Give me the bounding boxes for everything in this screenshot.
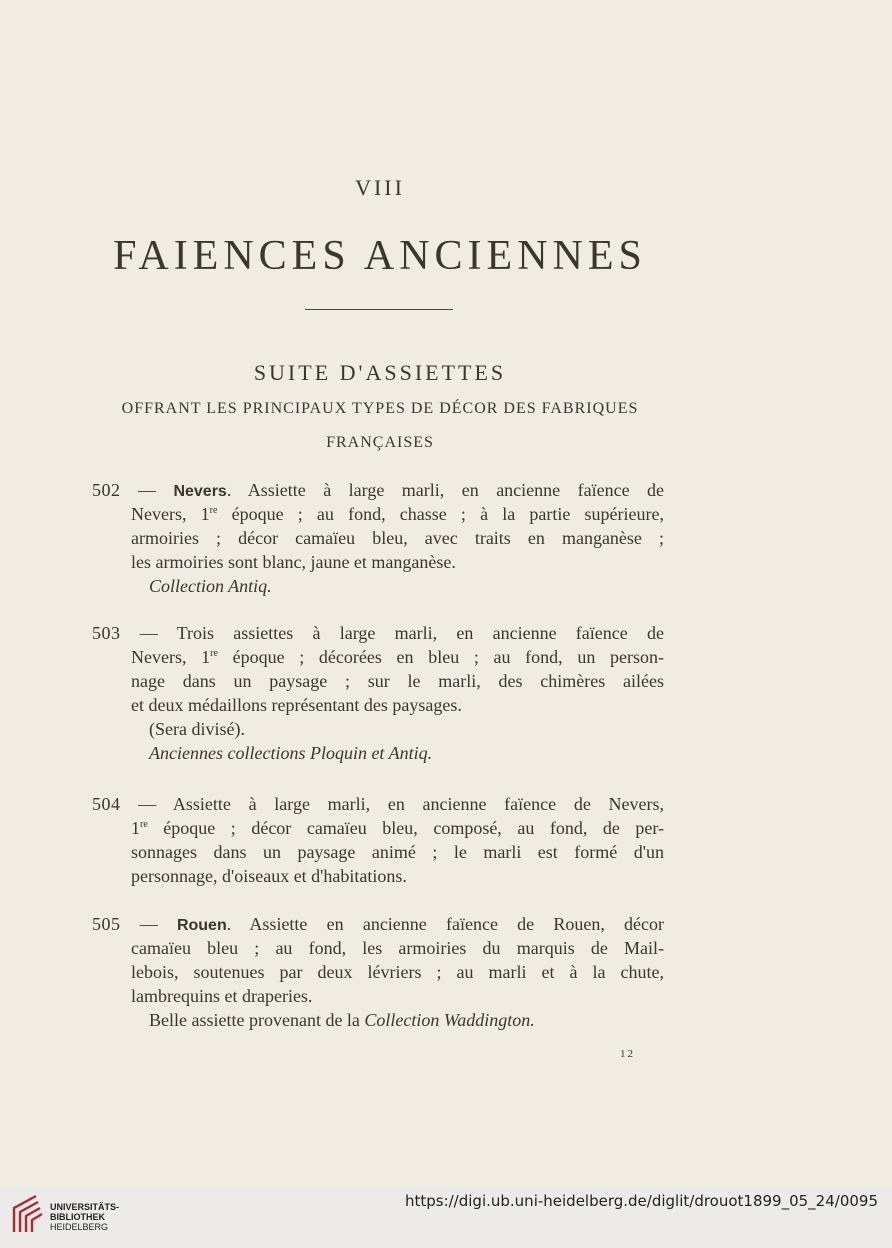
entry-collection: Collection Waddington. [364, 1010, 535, 1030]
catalog-entry-502 [92, 478, 664, 598]
page-number: 12 [620, 1048, 635, 1060]
title-divider [305, 309, 453, 310]
entry-text: — Trois assiettes à large marli, en ancienne faïence de [139, 623, 664, 643]
entry-line: les armoiries sont blanc, jaune et manganèse. [131, 552, 456, 572]
entry-collection: Collection Antiq. [149, 576, 272, 596]
section-number: VIII [355, 175, 405, 200]
entry-line: nage dans un paysage ; sur le marli, des chimères ailées [131, 671, 664, 691]
entry-note [92, 1008, 664, 1032]
entry-dash: — [139, 914, 158, 934]
subtitle-line-1: OFFRANT LES PRINCIPAUX TYPES DE DÉCOR DES FABRIQUES [121, 400, 639, 417]
entry-place: Nevers [173, 483, 227, 500]
entry-line: et deux médaillons représentant des paysages. [131, 695, 462, 715]
entry-place: Rouen [176, 917, 227, 934]
entry-number: 503 [92, 623, 121, 643]
catalog-entry-505 [92, 912, 664, 1032]
entry-line: lebois, soutenues par deux lévriers ; au marli et à la chute, [131, 962, 664, 982]
library-name-line: BIBLIOTHEK [50, 1212, 105, 1222]
entry-line: personnage, d'oiseaux et d'habitations. [131, 866, 407, 886]
entry-line [92, 478, 664, 502]
entry-text: époque ; au fond, chasse ; à la partie supérieure, [217, 504, 664, 524]
entry-text: Belle assiette provenant de la [149, 1010, 365, 1030]
entry-line [92, 816, 664, 840]
catalog-entry-504 [92, 792, 664, 888]
library-name-line: UNIVERSITÄTS- [50, 1202, 120, 1212]
superscript: re [209, 505, 218, 516]
entry-line: sonnages dans un paysage animé ; le marli est formé d'un [131, 842, 664, 862]
entry-text: — Assiette à large marli, en ancienne faïence de Nevers, [138, 794, 664, 814]
subtitle-line-2: FRANÇAISES [326, 434, 434, 451]
entry-number: 505 [92, 914, 121, 934]
entry-text: 1 [131, 818, 140, 838]
entry-line [92, 645, 664, 669]
library-name[interactable] [50, 1202, 119, 1232]
entry-number: 504 [92, 794, 121, 814]
entry-text: . Assiette à large marli, en ancienne faïence de [226, 480, 665, 500]
entry-collection: Anciennes collections Ploquin et Antiq. [149, 743, 433, 763]
page-title: FAIENCES ANCIENNES [113, 233, 647, 279]
entry-line [92, 912, 664, 936]
entry-line: armoiries ; décor camaïeu bleu, avec traits en manganèse ; [131, 528, 664, 548]
permalink-url[interactable]: https://digi.ub.uni-heidelberg.de/diglit/drouot1899_05_24/0095 [404, 1192, 878, 1210]
entry-text: Nevers, 1 [131, 647, 211, 667]
entry-text: époque ; décorées en bleu ; au fond, un person- [217, 647, 664, 667]
entry-line [92, 621, 664, 645]
entry-text: Nevers, 1 [131, 504, 210, 524]
superscript: re [210, 648, 218, 659]
entry-line: camaïeu bleu ; au fond, les armoiries du marquis de Mail- [131, 938, 664, 958]
superscript: re [140, 819, 148, 830]
entry-line: lambrequins et draperies. [131, 986, 313, 1006]
entry-number: 502 [92, 480, 121, 500]
entry-line [92, 792, 664, 816]
library-logo-icon[interactable] [10, 1192, 44, 1236]
entry-line [92, 502, 664, 526]
entry-dash: — [137, 480, 156, 500]
entry-text: . Assiette en ancienne faïence de Rouen, décor [226, 914, 665, 934]
entry-note: (Sera divisé). [149, 719, 245, 739]
catalog-entry-503 [92, 621, 664, 765]
section-subtitle: SUITE D'ASSIETTES [253, 360, 507, 385]
entry-text: époque ; décor camaïeu bleu, composé, au fond, de per- [147, 818, 664, 838]
library-name-line: HEIDELBERG [50, 1222, 109, 1232]
